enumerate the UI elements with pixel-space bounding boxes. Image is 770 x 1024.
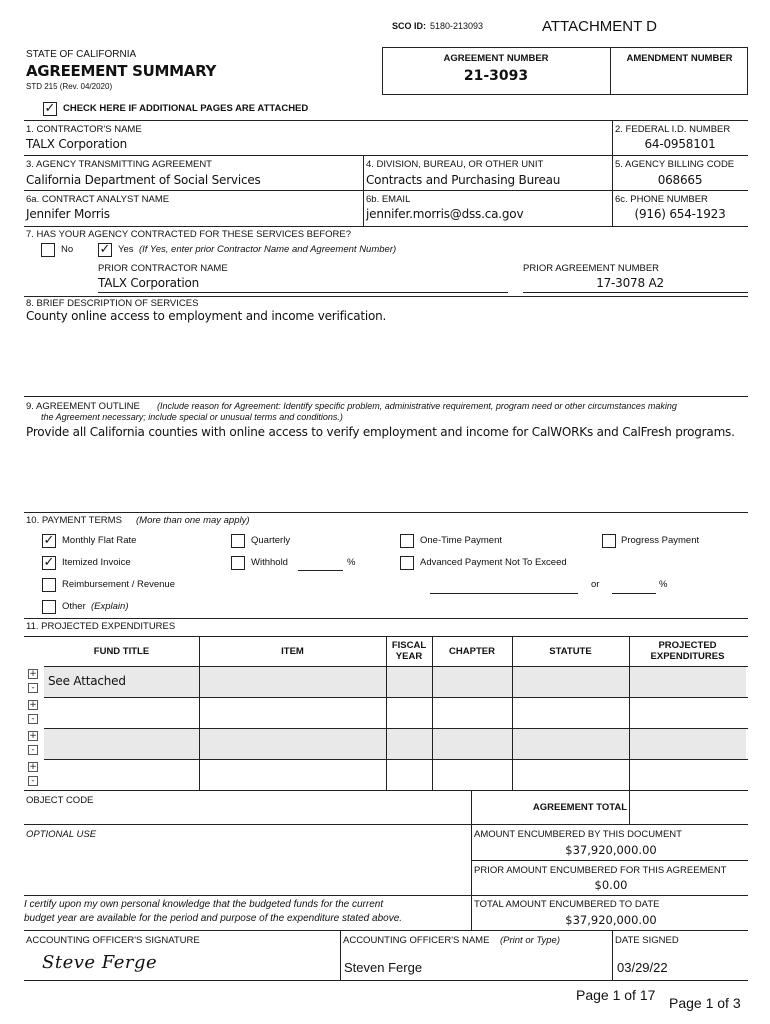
section10-note: (More than one may apply)	[136, 515, 250, 526]
reimbursement-checkbox[interactable]	[42, 578, 56, 592]
officer-name[interactable]: Steven Ferge	[344, 960, 423, 975]
amendment-number-label: AMENDMENT NUMBER	[626, 53, 733, 64]
section9-text[interactable]: Provide all California counties with online access to verify employment and income for CalWORKs and CalFresh programs.	[26, 425, 735, 439]
phone[interactable]: (916) 654-1923	[634, 207, 726, 221]
certify-line1: I certify upon my own personal knowledge that the budgeted funds for the current	[24, 899, 384, 910]
sco-id-label: SCO ID:	[392, 21, 427, 31]
agency-label: 3. AGENCY TRANSMITTING AGREEMENT	[26, 159, 212, 170]
row3-remove-button[interactable]: -	[28, 745, 38, 755]
agreement-number[interactable]: 21-3093	[463, 68, 529, 84]
billing-code-label: 5. AGENCY BILLING CODE	[615, 159, 735, 170]
row2-add-button[interactable]: +	[29, 700, 37, 710]
section9-note-line2: the Agreement necessary; include special or unusual terms and conditions.)	[41, 412, 343, 422]
advanced-percent-sign: %	[659, 579, 668, 590]
col-statute: STATUTE	[549, 646, 592, 657]
quarterly-checkbox[interactable]	[231, 534, 245, 548]
division-label: 4. DIVISION, BUREAU, OR OTHER UNIT	[366, 159, 544, 170]
expenditure-row-2[interactable]	[44, 697, 746, 728]
section7-no-label: No	[61, 244, 74, 255]
reimbursement-label: Reimbursement / Revenue	[62, 579, 175, 590]
billing-code[interactable]: 068665	[657, 173, 703, 187]
other-note: (Explain)	[91, 601, 129, 612]
officer-name-note: (Print or Type)	[500, 935, 561, 946]
row4-add-button[interactable]: +	[29, 762, 37, 772]
fund-title-cell[interactable]: See Attached	[48, 674, 126, 688]
total-encumbered[interactable]: $37,920,000.00	[565, 913, 657, 927]
federal-id[interactable]: 64-0958101	[644, 137, 716, 151]
signature-label: ACCOUNTING OFFICER'S SIGNATURE	[26, 935, 200, 946]
quarterly-label: Quarterly	[251, 535, 291, 546]
agreement-number-label: AGREEMENT NUMBER	[443, 53, 549, 64]
withhold-percent-sign: %	[347, 557, 356, 568]
section11-label: 11. PROJECTED EXPENDITURES	[26, 621, 176, 632]
total-encumbered-label: TOTAL AMOUNT ENCUMBERED TO DATE	[474, 899, 660, 910]
section10-label: 10. PAYMENT TERMS	[26, 515, 122, 526]
advanced-percent-field[interactable]	[612, 593, 656, 594]
other-checkbox[interactable]	[42, 600, 56, 614]
sco-id-value: 5180-213093	[430, 21, 484, 31]
section7-yes-label: Yes	[118, 244, 134, 255]
expenditure-row-1[interactable]	[44, 666, 746, 697]
or-label: or	[591, 579, 600, 590]
analyst-label: 6a. CONTRACT ANALYST NAME	[26, 194, 170, 205]
attachment-title: ATTACHMENT D	[542, 18, 657, 35]
col-projected-expenditures: PROJECTED EXPENDITURES	[650, 640, 725, 662]
expenditure-row-3[interactable]	[44, 728, 746, 759]
contractor-name[interactable]: TALX Corporation	[26, 137, 128, 151]
page-number-form: Page 1 of 3	[669, 995, 741, 1011]
monthly-flat-rate-label: Monthly Flat Rate	[62, 535, 137, 546]
section9-label: 9. AGREEMENT OUTLINE	[26, 401, 140, 412]
email[interactable]: jennifer.morris@dss.ca.gov	[366, 207, 524, 221]
contractor-name-label: 1. CONTRACTOR'S NAME	[26, 124, 142, 135]
itemized-invoice-label: Itemized Invoice	[62, 557, 131, 568]
division[interactable]: Contracts and Purchasing Bureau	[366, 173, 561, 187]
section7-question: 7. HAS YOUR AGENCY CONTRACTED FOR THESE SERVICES BEFORE?	[26, 229, 352, 240]
col-chapter: CHAPTER	[449, 646, 495, 657]
encumbered-label: AMOUNT ENCUMBERED BY THIS DOCUMENT	[474, 829, 682, 840]
phone-label: 6c. PHONE NUMBER	[615, 194, 708, 205]
email-label: 6b. EMAIL	[366, 194, 411, 205]
row3-add-button[interactable]: +	[29, 731, 37, 741]
other-label: Other	[62, 601, 86, 612]
section7-yes-checkbox[interactable]: ✓	[99, 242, 111, 257]
withhold-label: Withhold	[251, 557, 288, 568]
section8-label: 8. BRIEF DESCRIPTION OF SERVICES	[26, 298, 199, 309]
advanced-payment-checkbox[interactable]	[400, 556, 414, 570]
federal-id-label: 2. FEDERAL I.D. NUMBER	[615, 124, 731, 135]
additional-pages-checkbox[interactable]: ✓	[44, 101, 56, 116]
row2-remove-button[interactable]: -	[28, 714, 38, 724]
one-time-payment-checkbox[interactable]	[400, 534, 414, 548]
prior-agreement-label: PRIOR AGREEMENT NUMBER	[523, 263, 660, 274]
advanced-amount-field[interactable]	[430, 593, 578, 594]
officer-name-label: ACCOUNTING OFFICER'S NAME	[343, 935, 490, 946]
progress-payment-checkbox[interactable]	[602, 534, 616, 548]
form-title: AGREEMENT SUMMARY	[26, 62, 217, 80]
expenditure-row-4[interactable]	[44, 759, 746, 790]
analyst[interactable]: Jennifer Morris	[26, 207, 110, 221]
advanced-payment-label: Advanced Payment Not To Exceed	[420, 557, 567, 568]
itemized-invoice-checkbox[interactable]: ✓	[43, 555, 55, 570]
prior-contractor[interactable]: TALX Corporation	[98, 276, 200, 290]
row1-add-button[interactable]: +	[29, 669, 37, 679]
withhold-percent-field[interactable]	[298, 570, 343, 571]
monthly-flat-rate-checkbox[interactable]: ✓	[43, 533, 55, 548]
optional-use-label: OPTIONAL USE	[26, 829, 97, 840]
encumbered-amount[interactable]: $37,920,000.00	[565, 843, 657, 857]
page-number-attachment: Page 1 of 17	[576, 987, 656, 1003]
col-item: ITEM	[281, 646, 304, 657]
certify-line2: budget year are available for the period and purpose of the expenditure stated above.	[24, 913, 403, 924]
section9-note-line1: (Include reason for Agreement: Identify specific problem, administrative requirement, program need or other circumstances making	[157, 401, 677, 411]
row4-remove-button[interactable]: -	[28, 776, 38, 786]
form-number: STD 215 (Rev. 04/2020)	[26, 82, 113, 91]
additional-pages-label: CHECK HERE IF ADDITIONAL PAGES ARE ATTACHED	[63, 103, 309, 114]
section7-yes-note: (If Yes, enter prior Contractor Name and Agreement Number)	[139, 244, 397, 255]
withhold-checkbox[interactable]	[231, 556, 245, 570]
prior-amount-label: PRIOR AMOUNT ENCUMBERED FOR THIS AGREEMENT	[474, 865, 727, 876]
agreement-total-label: AGREEMENT TOTAL	[532, 802, 627, 813]
prior-contractor-label: PRIOR CONTRACTOR NAME	[98, 263, 228, 274]
prior-agreement[interactable]: 17-3078 A2	[596, 276, 664, 290]
prior-amount[interactable]: $0.00	[594, 878, 628, 892]
progress-payment-label: Progress Payment	[621, 535, 700, 546]
agency[interactable]: California Department of Social Services	[26, 173, 261, 187]
col-fiscal-year: FISCAL YEAR	[391, 640, 427, 662]
object-code-label: OBJECT CODE	[26, 795, 94, 806]
col-fund-title: FUND TITLE	[93, 646, 150, 657]
section8-text[interactable]: County online access to employment and income verification.	[26, 309, 387, 323]
section7-no-checkbox[interactable]	[41, 243, 55, 257]
signature[interactable]: Steve Ferge	[42, 952, 158, 973]
state-label: STATE OF CALIFORNIA	[26, 49, 137, 60]
date-signed[interactable]: 03/29/22	[617, 960, 668, 975]
date-signed-label: DATE SIGNED	[615, 935, 679, 946]
row1-remove-button[interactable]: -	[28, 683, 38, 693]
one-time-payment-label: One-Time Payment	[420, 535, 503, 546]
